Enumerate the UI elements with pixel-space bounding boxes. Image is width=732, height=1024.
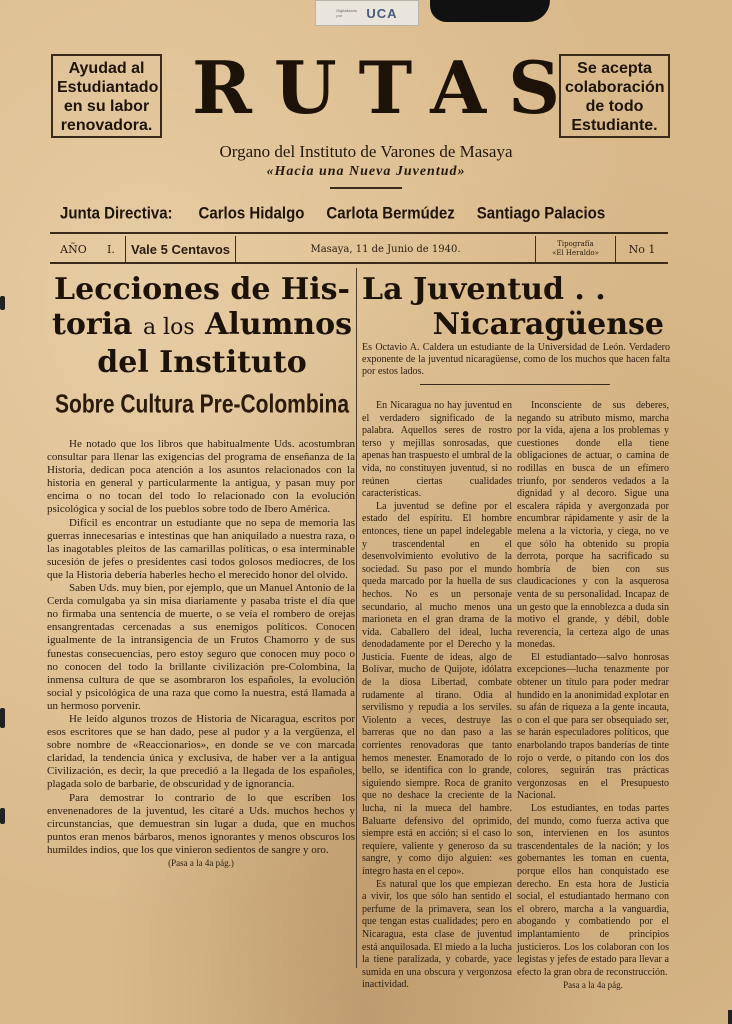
left-headline: [46, 272, 358, 380]
continued-note: (Pasa a la 4a pág.): [168, 858, 234, 868]
year-cell: [50, 236, 126, 262]
right-lede: Es Octavio A. Caldera un estudiante de la Universidad de León. Verdadero exponente de la juventud nicaragüense, como de los muchos que hacen falta por estos lados.: [362, 342, 670, 377]
bottom-rule: [50, 262, 668, 264]
edge-mark: [0, 808, 5, 824]
left-headline-line-2: [46, 307, 358, 345]
paragraph: Saben Uds. muy bien, por ejemplo, que un Manuel Antonio de la Cerda comulgaba ya sin misa diariamente y pasaba triste el día que no firmaba una sentencia de muerte, o se veía el rombero de orejas ensangrentadas cercenadas a sus enemigos políticos. Conocen igualmente de la intransigencia de un Frutos Chamorro y de sus funestas consecuencias, pero estoy seguro que conocen muy poco o no conocen del todo la brillante civilización pre-Colombina, la inmensa cultura de que se asombraron los españoles, la evolución social y psicológica de una raza que como la nuestra, está llamada a un hermoso porvenir.: [47, 582, 355, 712]
right-article-column-2: [517, 400, 669, 992]
paragraph: Difícil es encontrar un estudiante que no sepa de memoria las guerras innecesarias e intestinas que han aniquilado a nuestra raza, o las inagotables pleitos de las camarillas políticas, o esa interminable sucesión de jefes o presidentes casi todos golosos mediocres, de los que la Historia debería haberles hecho el merecido honor del olvido.: [47, 516, 355, 581]
section-title: Sobre Cultura Pre-Colombina: [54, 390, 350, 419]
issue-info-bar: [50, 236, 668, 262]
year-label: AÑO: [60, 242, 87, 256]
left-headline-small: a los: [142, 315, 195, 340]
paragraph: He leído algunos trozos de Historia de Nicaragua, escritos por esos escritores que se han dado, pese al pudor y a la vergüenza, el sobre nombre de «Reaccionarios», en donde se ve con marcada claridad, la tendencia única y exclusiva, de haber ver a la antigua Civilización, es decir, la que precedió a la llegada de los españoles, plagada solo de barbarie, de obscuridad y de ignorancia.: [47, 712, 355, 791]
right-headline-line-2: Nicaragüense: [432, 307, 664, 342]
ornament-rule: [330, 187, 402, 189]
repository-badge: [315, 0, 419, 26]
paragraph: El estudiantado—salvo honrosas excepciones—lucha tenazmente por obtener un título para poder medrar hundido en la anonimidad explotar en su afán de riqueza a la gente incauta, o con el que para ser obsequiado ser, se harán especuladores políticos, que enarbolando trapos banderías de tinte rojo o verde, o pitando con los dos colores, seguirán tras prácticas vergonzosas en el Presupuesto Nacional.: [517, 651, 669, 802]
masthead-title: RUTAS: [192, 45, 583, 130]
right-article-column-1: [362, 400, 512, 992]
printer: [536, 236, 616, 262]
year-value: I.: [107, 242, 115, 256]
board-member: Santiago Palacios: [476, 204, 606, 224]
price: Vale 5 Centavos: [126, 236, 236, 262]
edge-mark: [0, 708, 5, 728]
edge-mark: [728, 1010, 732, 1024]
paragraph: Los estudiantes, en todas partes del mundo, como fuerza activa que son, intervienen en los asuntos trascendentales de la nación; y los gobernantes les toman en cuenta, porque ellos han conquistado ese derecho. En esta hora de Justicia social, el estudiantado hermano con el obrero, marcha a la vanguardia, abogando y combatiendo por el implantamiento de principios justicieros. Los los colaboran con los legistas y jefes de estado para llevar a efecto la gran obra de reconstrucción.: [517, 803, 669, 978]
edge-mark: [0, 296, 5, 310]
ink-blot: [430, 0, 550, 22]
right-headline: [360, 272, 670, 342]
paragraph: He notado que los libros que habitualmente Uds. acostumbran consultar para llenar las exigencias del programa de enseñanza de la Historia, dedican poca atención a los asuntos relacionados con la historia en general y particularmente la antigua, y pasan muy por encima o no tocan del todo lo relacionado con la evolución psicológica y social de los pueblos sobre todo de Ibero América.: [47, 438, 355, 516]
board-label: Junta Directiva:: [60, 204, 173, 224]
left-headline-line-1: Lecciones de His-: [54, 272, 350, 307]
printer-line-2: «El Heraldo»: [552, 249, 599, 257]
board-of-directors: [60, 204, 672, 223]
repository-small-text: Digitalizado por: [336, 8, 358, 18]
corner-box-right: Se acepta colaboración de todo Estudiante.: [559, 54, 670, 138]
corner-box-left: Ayudad al Estudiantado en su labor renovadora.: [51, 54, 162, 138]
paragraph: En Nicaragua no hay juventud en el verdadero significado de la palabra. Aquellos seres de rostro terso y mejillas sonrosadas, que apenas han traspuesto el umbral de la vida, no constituyen juventud, si no reúnen ciertas cualidades características.: [362, 400, 512, 500]
paragraph: Para demostrar lo contrario de lo que escriben los envenenadores de la juventud, les citaré a Uds. muchos hechos y circunstancias, que demuestran sin lugar a duda, que en muchos puntos eran menos bárbaros, menos ignorantes y menos obscuros los humildes indios, que los que vinieron sedientos de sangre y oro.: [47, 791, 355, 856]
paragraph: Es natural que los que empiezan a vivir, los que sólo han sentido el perfume de la primavera, sean los que tengan estas cualidades; pero en Nicaragua, esta clase de juventud está anquilosada. El miedo a la lucha la tiene paralizada, y cobarde, yace sumida en una obscura y vergonzosa inactividad.: [362, 878, 512, 991]
left-headline-word: Alumnos: [205, 307, 353, 342]
board-member: Carlos Hidalgo: [198, 204, 305, 224]
left-headline-word: toria: [51, 307, 133, 342]
left-headline-line-3: del Instituto: [97, 345, 307, 380]
paragraph: La juventud se define por el estado del espíritu. El hombre entonces, tiene un papel indelegable y trascendental en el desenvolvimiento evolutivo de la sociedad. Su paso por el mundo queda marcado por la huella de sus hechos. No es un personaje secundario, al mucho menos una marioneta en el gran drama de la vida. Caballero del ideal, lucha denodadamente por el Derecho y la Justicia. Fuente de ideas, algo de Bolívar, mucho de Quijote, idólatra de la diosa Libertad, combate rudamente al tirano. Odia al servilismo y repudia a los serviles. Violento a veces, destruye las barreras que no dan paso a las corrientes renovadoras que tanto hemos menester. Enamorado de lo bello, se identifica con lo grande, siguiendo siempre. Roca de granito que no deshace la creciente de la lucha, ni la mueca del hambre. Baluarte defensivo del oprimido, siempre está en acción; si el caso lo requiere, valiente y generoso da su sangre, y como dijo alguien: «es íntegro hasta en el cepo».: [362, 500, 512, 877]
issue-date: Masaya, 11 de Junio de 1940.: [236, 236, 536, 262]
repository-logo: UCA: [366, 5, 398, 21]
lede-rule: [420, 384, 610, 385]
issue-number: No 1: [628, 242, 656, 256]
right-headline-line-1: La Juventud . .: [362, 272, 606, 307]
board-member: Carlota Bermúdez: [326, 204, 455, 224]
masthead-subtitle: Organo del Instituto de Varones de Masaya: [219, 142, 513, 161]
continued-note: Pasa a la 4a pág.: [563, 980, 623, 991]
left-article-body: [47, 438, 355, 870]
masthead-motto: «Hacia una Nueva Juventud»: [266, 164, 466, 179]
paragraph: Inconsciente de sus deberes, negando su atributo mismo, marcha por la vida, ajena a los problemas y cuestiones donde ella tiene obligaciones de actuar, o camina de rodillas en busca de un efímero triunfo, por senderos vedados a la dignidad y al decoro. Sigue una escalera rápida y avergonzada por encumbrar rápidamente y asir de la melena a la victoria, y ciega, no ve que sólo ha obtenido su propia derrota, porque ha sacrificado su hombría de bien con sus claudicaciones y con la asquerosa venta de su personalidad. Incapaz de un gesto que la ennoblezca a duda sin motivo el grande, y débil, doble reverencia, la certeza algo de unas monedas.: [517, 400, 669, 651]
printer-line-1: Tipografía: [557, 240, 594, 248]
top-rule: [50, 232, 668, 234]
